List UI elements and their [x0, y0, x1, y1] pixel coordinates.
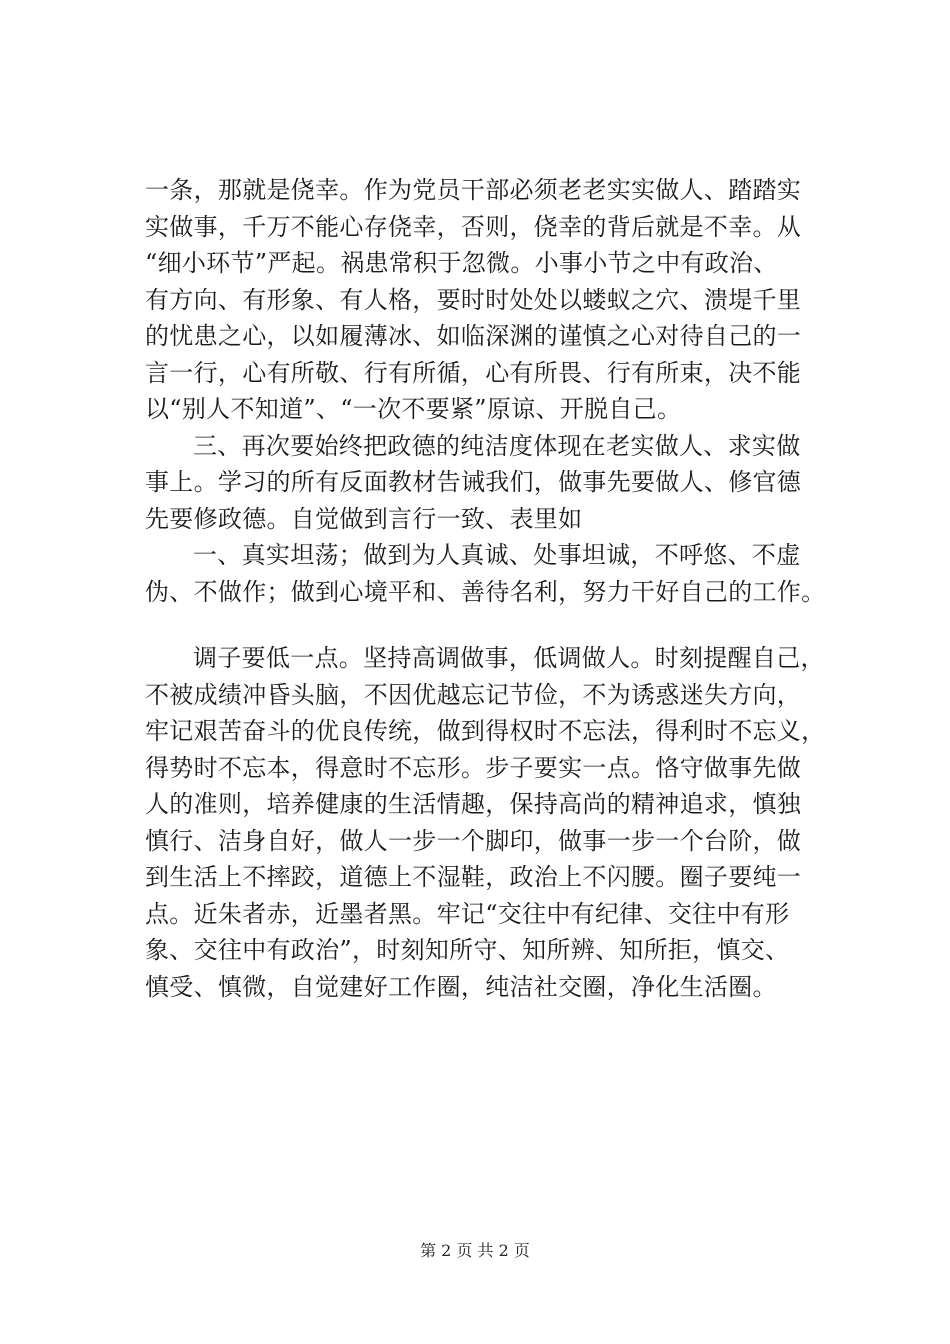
text-line: 牢记艰苦奋斗的优良传统，做到得权时不忘法，得利时不忘义，	[145, 717, 826, 745]
text-line: 事上。学习的所有反面教材告诫我们，做事先要做人、修官德	[145, 468, 802, 496]
text-line: “细小环节”严起。祸患常积于忽微。小事小节之中有政治、	[145, 249, 778, 277]
text-line: 到生活上不摔跤，道德上不湿鞋，政治上不闪腰。圈子要纯一	[145, 863, 802, 891]
paragraph-gap	[145, 610, 845, 640]
text-line: 慎行、洁身自好，做人一步一个脚印，做事一步一个台阶，做	[145, 826, 802, 855]
text-line: 言一行，心有所敬、行有所循，心有所畏、行有所束，决不能	[145, 358, 802, 387]
text-line: 一条，那就是侥幸。作为党员干部必须老老实实做人、踏踏实	[145, 176, 802, 204]
text-line: 伪、不做作；做到心境平和、善待名利，努力干好自己的工作。	[145, 577, 826, 606]
text-line: 有方向、有形象、有人格，要时时处处以蝼蚁之穴、溃堤千里	[145, 285, 802, 314]
text-line: 以“别人不知道”、“一次不要紧”原谅、开脱自己。	[145, 395, 682, 423]
text-line: 调子要低一点。坚持高调做事，低调做人。时刻提醒自己，	[193, 644, 825, 672]
text-line: 人的准则，培养健康的生活情趣，保持高尚的精神追求，慎独	[145, 790, 802, 818]
text-line: 一、真实坦荡；做到为人真诚、处事坦诚，不呼悠、不虚	[193, 541, 801, 569]
page-footer: 第 2 页 共 2 页	[420, 1241, 530, 1260]
text-line: 慎受、慎微，自觉建好工作圈，纯洁社交圈，净化生活圈。	[145, 972, 777, 1001]
text-line: 的忧患之心，以如履薄冰、如临深渊的谨慎之心对待自己的一	[145, 322, 802, 350]
text-line: 先要修政德。自觉做到言行一致、表里如	[145, 504, 583, 533]
text-line: 三、再次要始终把政德的纯洁度体现在老实做人、求实做	[193, 431, 801, 460]
document-body	[145, 172, 845, 1005]
text-line: 象、交往中有政治”，时刻知所守、知所辨、知所拒，慎交、	[145, 936, 790, 964]
text-line: 实做事，千万不能心存侥幸，否则，侥幸的背后就是不幸。从	[145, 212, 802, 241]
text-line: 得势时不忘本，得意时不忘形。步子要实一点。恪守做事先做	[145, 753, 802, 782]
text-line: 点。近朱者赤，近墨者黑。牢记“交往中有纪律、交往中有形	[145, 899, 790, 928]
text-line: 不被成绩冲昏头脑，不因优越忘记节俭，不为诱惑迷失方向，	[145, 680, 802, 709]
